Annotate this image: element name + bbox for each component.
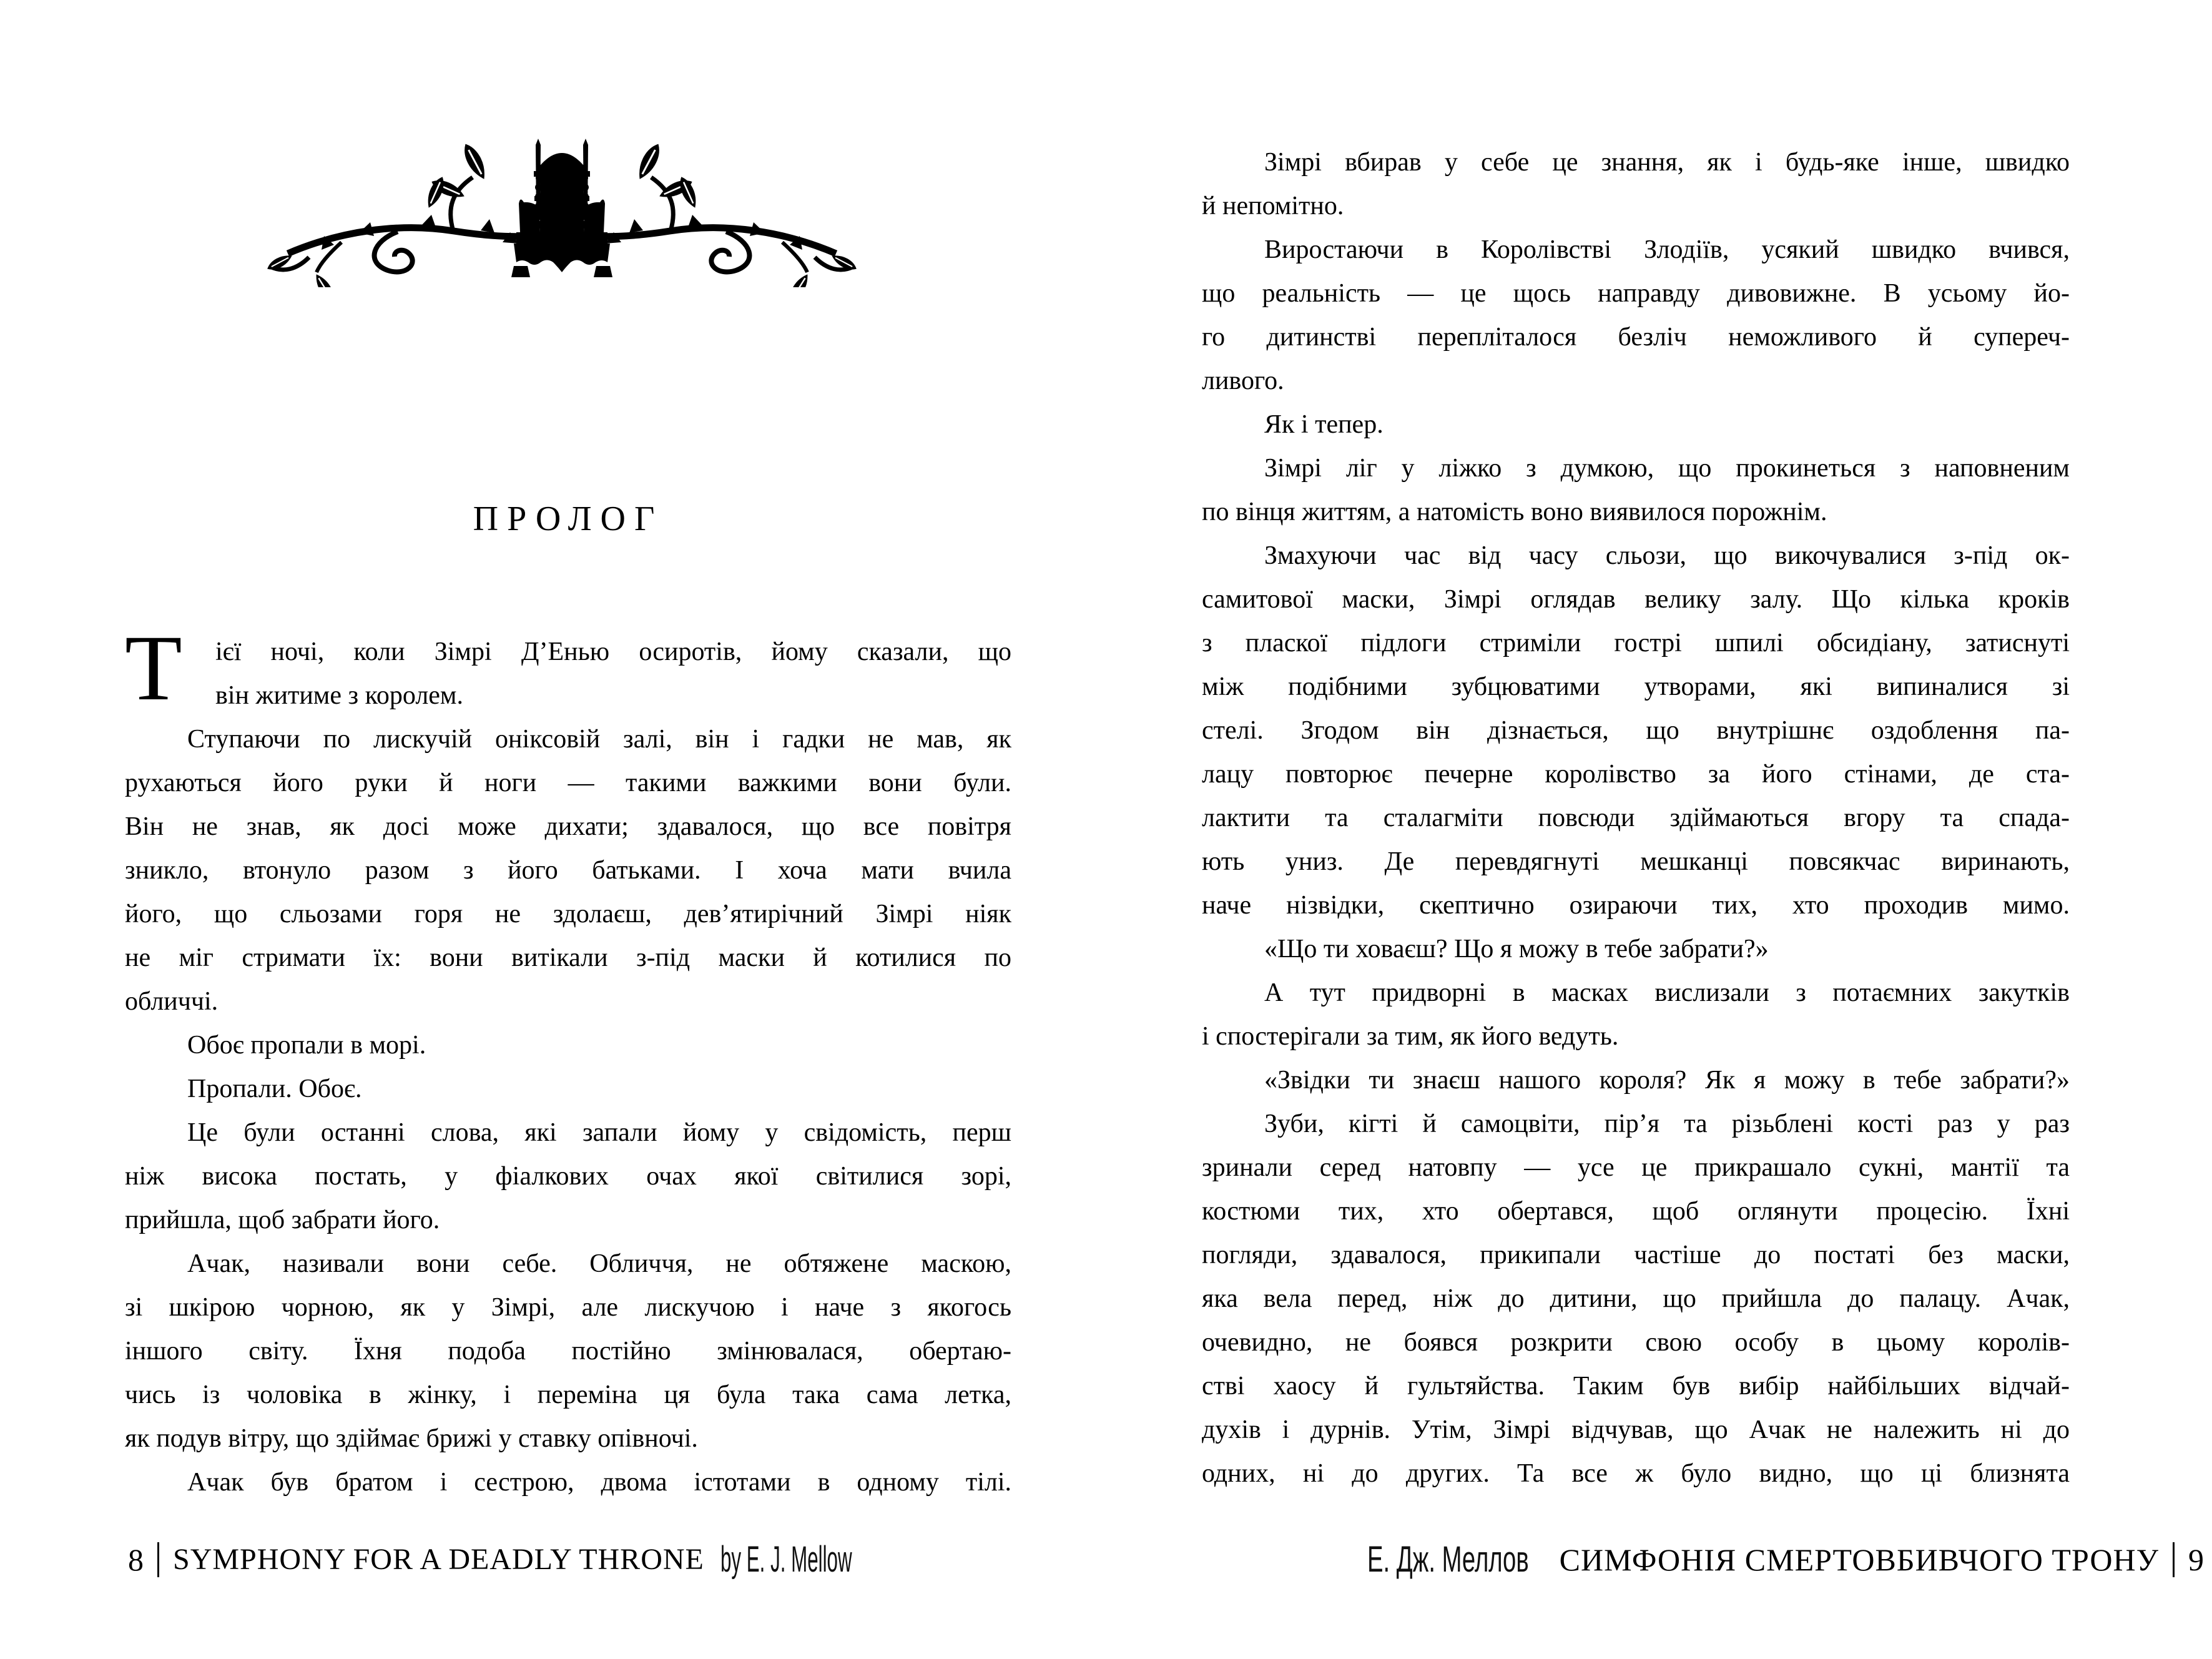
body-text-line: лацу повторює печерне королівство за його стінами, де ста- <box>1202 760 2070 789</box>
footer-divider-right <box>2173 1542 2175 1577</box>
page-number-left: 8 <box>128 1542 144 1577</box>
body-text-line: яка вела перед, ніж до дитини, що прийшла до палацу. Ачак, <box>1202 1284 2070 1313</box>
body-text-line: й непомітно. <box>1202 192 1344 220</box>
body-text-line: Ачак був братом і сестрою, двома істотами в одному тілі. <box>187 1468 1011 1497</box>
body-text-line: Ступаючи по лискучій оніксовій залі, він і гадки не мав, як <box>187 725 1011 754</box>
throne-ornament-icon <box>265 137 858 287</box>
body-text-line: Він не знав, як досі може дихати; здавалося, що все повітря <box>125 812 1011 841</box>
body-text-line: А тут придворні в масках вислизали з потаємних закутків <box>1264 978 2070 1007</box>
body-text-line: між подібними зубцюватими утворами, які випиналися зі <box>1202 672 2070 701</box>
body-text-line: прийшла, щоб забрати його. <box>125 1206 440 1234</box>
throne-icon <box>511 139 612 277</box>
body-text-line: з пласкої підлоги стриміли гострі шпилі обсидіану, затиснуті <box>1202 629 2070 657</box>
byline-box <box>720 1537 857 1582</box>
body-text-line: зринали серед натовпу — усе це прикрашало сукні, мантії та <box>1202 1153 2070 1182</box>
body-text-line: що реальність — це щось направду дивовижне. В усьому йо- <box>1202 279 2070 308</box>
body-text-line: «Звідки ти знаєш нашого короля? Як я можу в тебе забрати?» <box>1264 1066 2070 1095</box>
body-text-line: його, що сльозами горя не здолаєш, дев’ятирічний Зімрі ніяк <box>125 900 1011 928</box>
body-text-line: чись із чоловіка в жінку, і переміна ця була така сама летка, <box>125 1381 1011 1409</box>
body-text-line: обличчі. <box>125 987 219 1016</box>
body-text-line: зникло, втонуло разом з його батьками. І хоча мати вчила <box>125 856 1011 885</box>
author-byline: by E. J. Mellow <box>720 1539 852 1580</box>
body-text-line: Ачак, називали вони себе. Обличчя, не обтяжене маскою, <box>187 1249 1011 1278</box>
body-text-line: він житиме з королем. <box>215 681 464 710</box>
left-running-footer <box>128 1537 1064 1582</box>
body-text-line: Зуби, кігті й самоцвіти, пір’я та різьблені кості раз у раз <box>1264 1110 2070 1138</box>
body-text-line: ієї ночі, коли Зімрі Д’Енью осиротів, йому сказали, що <box>215 638 1011 666</box>
body-text-line: очевидно, не боявся розкрити свою особу в цьому королів- <box>1202 1328 2070 1357</box>
body-text-line: по вінця життям, а натомість воно виявилося порожнім. <box>1202 498 1827 526</box>
footer-divider-left <box>157 1542 159 1577</box>
body-text-line: ніж висока постать, у фіалкових очах якої світилися зорі, <box>125 1162 1011 1191</box>
body-text-line: не міг стримати їх: вони витікали з-під маски й котилися по <box>125 943 1011 972</box>
body-text-line: погляди, здавалося, прикипали частіше до постаті без маски, <box>1202 1241 2070 1269</box>
body-text-line: Виростаючи в Королівстві Злодіїв, усякий швидко вчився, <box>1264 235 2070 264</box>
body-text-line: го дитинстві перепліталося безліч неможливого й супереч- <box>1202 323 2070 352</box>
body-text-line: Обоє пропали в морі. <box>187 1031 426 1060</box>
left-page-lines <box>125 630 1011 1504</box>
body-text-line: Змахуючи час від часу сльози, що викочувалися з-під ок- <box>1264 541 2070 570</box>
body-text-line: іншого світу. Їхня подоба постійно змінювалася, обертаю- <box>125 1337 1011 1366</box>
body-text-line: костюми тих, хто обертався, щоб оглянути процесію. Їхні <box>1202 1197 2070 1226</box>
body-text-line: ють униз. Де перевдягнуті мешканці повсякчас виринають, <box>1202 847 2070 876</box>
body-text-line: рухаються його руки й ноги — такими важкими вони були. <box>125 769 1011 797</box>
body-text-line: духів і дурнів. Утім, Зімрі відчував, що Ачак не належить ні до <box>1202 1415 2070 1444</box>
body-text-line: стелі. Згодом він дізнається, що внутрішнє оздоблення па- <box>1202 716 2070 745</box>
body-text-line: самитової маски, Зімрі оглядав велику залу. Що кілька кроків <box>1202 585 2070 614</box>
body-text-line: Зімрі ліг у ліжко з думкою, що прокинеться з наповненим <box>1264 454 2070 483</box>
body-text-line: Це були останні слова, які запали йому у свідомість, перш <box>187 1118 1011 1147</box>
body-text-line: і спостерігали за тим, як його ведуть. <box>1202 1022 1619 1051</box>
body-text-line: одних, ні до других. Та все ж було видно, що ці близнята <box>1202 1459 2070 1488</box>
drop-cap: Т <box>125 616 182 720</box>
author-name-uk: Е. Дж. Меллов <box>1367 1539 1529 1580</box>
body-text-line: наче нізвідки, скептично озираючи тих, хто проходив мимо. <box>1202 891 2070 920</box>
chapter-title: ПРОЛОГ <box>473 500 664 538</box>
body-text-line: Пропали. Обоє. <box>187 1075 362 1103</box>
right-page-body <box>1202 140 2070 1495</box>
body-text-line: зі шкірою чорною, як у Зімрі, але лискучою і наче з якогось <box>125 1293 1011 1322</box>
body-text-line: як подув вітру, що здіймає брижі у ставку опівночі. <box>125 1424 698 1453</box>
body-text-line: Зімрі вбирав у себе це знання, як і будь-яке інше, швидко <box>1264 148 2070 177</box>
right-running-footer <box>1202 1537 2204 1582</box>
book-title-uk: СИМФОНІЯ СМЕРТОВБИВЧОГО ТРОНУ <box>1559 1542 2159 1577</box>
author-box <box>1367 1537 1543 1582</box>
page-number-right: 9 <box>2188 1542 2204 1577</box>
body-text-line: лактити та сталагміти повсюди здіймаються вгору та спада- <box>1202 804 2070 832</box>
right-page-lines <box>1202 140 2070 1495</box>
body-text-line: стві хаосу й гультяйства. Таким був вибір найбільших відчай- <box>1202 1372 2070 1401</box>
body-text-line: ливого. <box>1202 367 1284 395</box>
body-text-line: «Що ти ховаєш? Що я можу в тебе забрати?» <box>1264 935 1769 963</box>
body-text-line: Як і тепер. <box>1264 410 1384 439</box>
book-title-en: SYMPHONY FOR A DEADLY THRONE <box>173 1543 704 1576</box>
left-page-body <box>125 616 1011 1504</box>
